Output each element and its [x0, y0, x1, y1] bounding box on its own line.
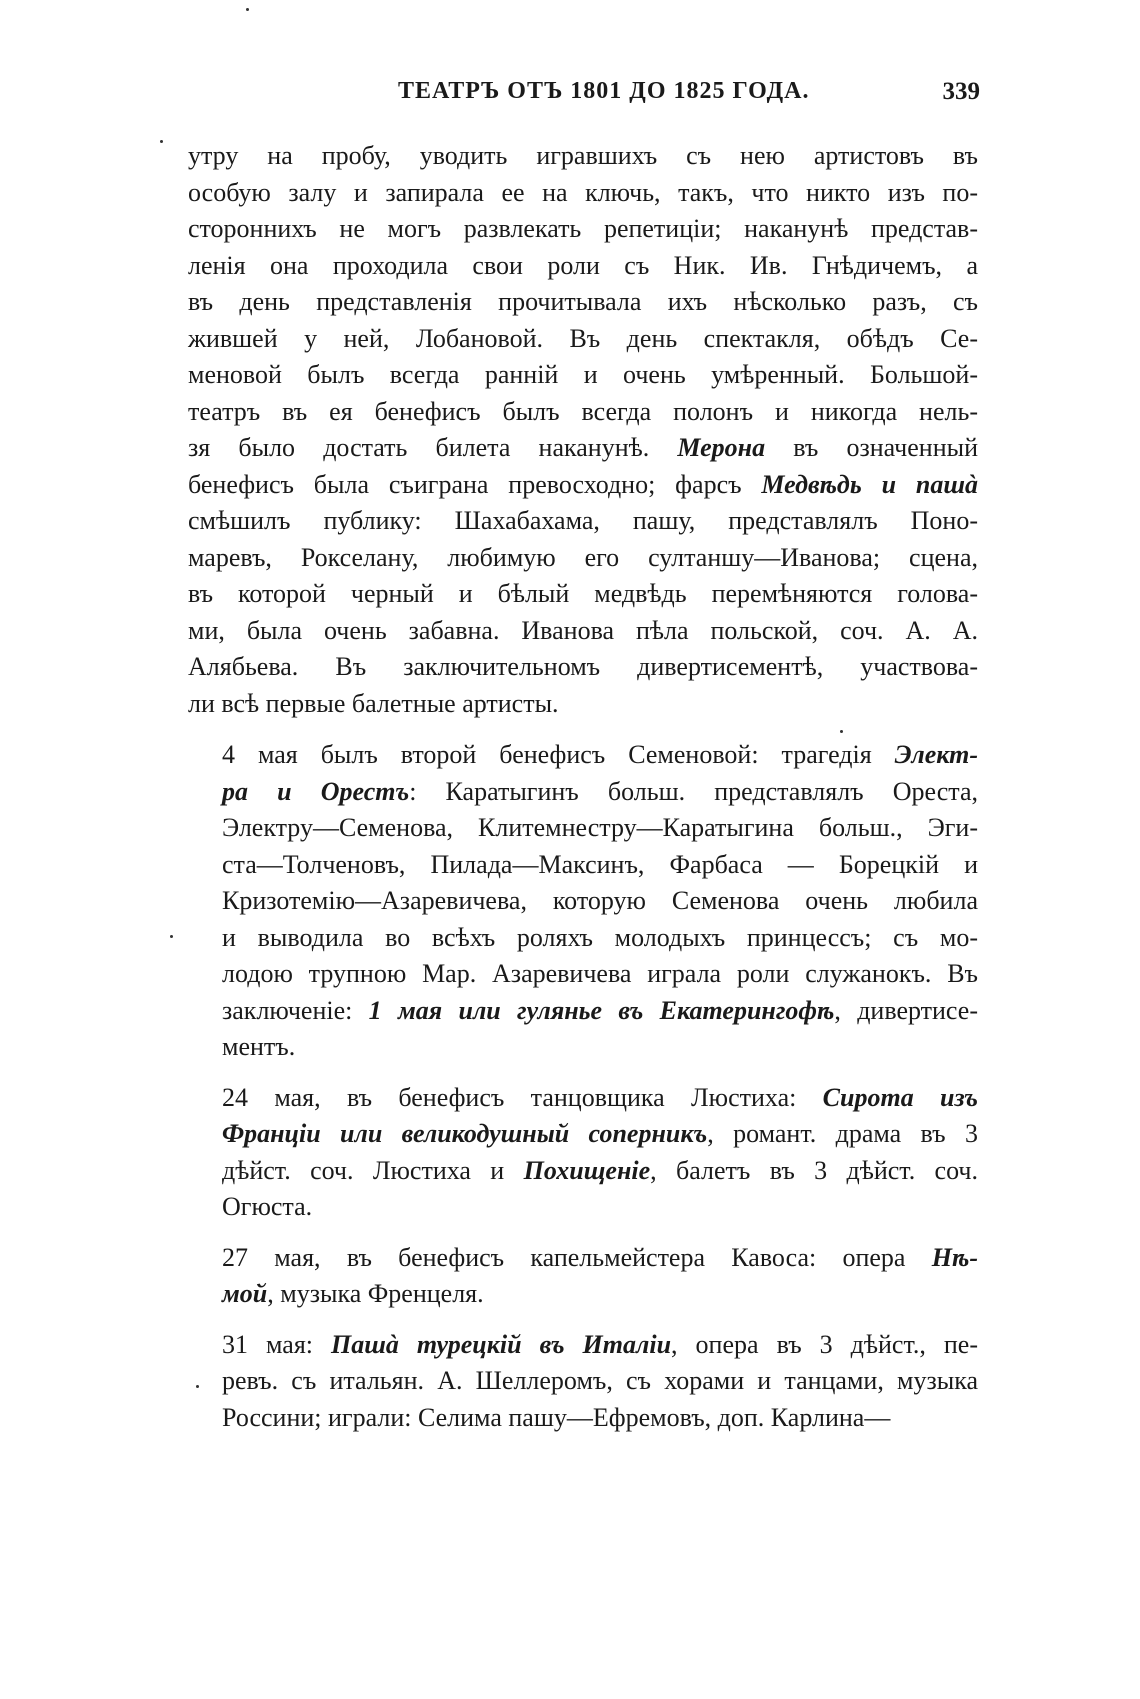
- text-line: ра и Орестъ: Каратыгинъ больш. представлялъ Ореста,: [222, 776, 978, 806]
- paragraph: [188, 1240, 978, 1313]
- text-line: дѣйст. соч. Люстиха и Похищеніе, балетъ въ 3 дѣйст. соч.: [222, 1155, 979, 1185]
- italic-title: Франціи или великодушный соперникъ: [222, 1119, 708, 1148]
- italic-title: мой: [222, 1279, 268, 1308]
- italic-title: Похищеніе: [523, 1155, 651, 1185]
- text-line: меновой былъ всегда ранній и очень умѣренный. Большой-: [188, 360, 978, 389]
- italic-title: Нѣ-: [931, 1242, 978, 1272]
- text-line: 31 мая: Пашà турецкій въ Италіи, опера въ 3 дѣйст., пе-: [222, 1329, 979, 1359]
- text-line: заключеніе: 1 мая или гулянье въ Екатерингофѣ, дивертисе-: [222, 995, 978, 1025]
- paragraph: [188, 1327, 978, 1437]
- text-line: Россини; играли: Селима пашу—Ефремовъ, доп. Карлина—: [222, 1402, 891, 1432]
- italic-title: Медвѣдь и пашà: [761, 469, 979, 499]
- text-line: и выводила во всѣхъ роляхъ молодыхъ принцессъ; съ мо-: [222, 922, 978, 952]
- text-line: въ день представленія прочитывала ихъ нѣсколько разъ, съ: [188, 287, 978, 316]
- text-line: въ которой черный и бѣлый медвѣдь перемѣняются голова-: [188, 579, 978, 608]
- text-line: ментъ.: [222, 1032, 296, 1061]
- text-line: Алябьева. Въ заключительномъ дивертисементѣ, участвова-: [188, 652, 978, 681]
- scan-speck: [246, 8, 249, 11]
- text-line: 24 мая, въ бенефисъ танцовщика Люстиха: Сирота изъ: [222, 1082, 978, 1112]
- italic-title: Элект-: [894, 740, 978, 769]
- text-line: 4 мая былъ второй бенефисъ Семеновой: трагедія Элект-: [222, 740, 978, 769]
- text-line: маревъ, Рокселану, любимую его султаншу—Иванова; сцена,: [188, 542, 978, 572]
- text-line: особую залу и запирала ее на ключь, такъ, что никто изъ по-: [188, 177, 978, 207]
- scan-speck: [196, 1385, 199, 1388]
- paragraph: [188, 138, 978, 722]
- scan-speck: [840, 730, 843, 733]
- text-line: лодою трупною Мар. Азаревичева играла роли служанокъ. Въ: [222, 959, 978, 988]
- text-line: стороннихъ не могъ развлекать репетиціи; наканунѣ представ-: [188, 214, 978, 243]
- text-line: ми, была очень забавна. Иванова пѣла польской, соч. А. А.: [188, 615, 978, 645]
- page-header: [180, 74, 980, 114]
- text-line: ленія она проходила свои роли съ Ник. Ив. Гнѣдичемъ, а: [188, 250, 978, 280]
- text-line: ста—Толченовъ, Пилада—Максинъ, Фарбаса — Борецкій и: [222, 849, 978, 879]
- text-line: ли всѣ первые балетные артисты.: [188, 688, 559, 718]
- text-line: смѣшилъ публику: Шахабахама, пашу, представлялъ Поно-: [188, 506, 978, 535]
- text-line: бенефисъ была съиграна превосходно; фарсъ Медвѣдь и пашà: [188, 469, 979, 499]
- paragraph: [188, 1080, 978, 1226]
- running-title: ТЕАТРЪ ОТЪ 1801 ДО 1825 ГОДА.: [398, 78, 810, 104]
- paragraph: [188, 737, 978, 1066]
- text-line: Электру—Семенова, Клитемнестру—Каратыгина больш., Эги-: [222, 813, 978, 842]
- text-line: мой, музыка Френцеля.: [222, 1279, 484, 1308]
- italic-title: Сирота изъ: [822, 1082, 978, 1112]
- italic-title: Пашà турецкій въ Италіи: [331, 1329, 672, 1359]
- text-line: 27 мая, въ бенефисъ капельмейстера Кавоса: опера Нѣ-: [222, 1242, 978, 1272]
- text-line: театръ въ ея бенефисъ былъ всегда полонъ и никогда нель-: [188, 396, 978, 426]
- text-line: ревъ. съ итальян. А. Шеллеромъ, съ хорами и танцами, музыка: [222, 1366, 978, 1395]
- text-line: жившей у ней, Лобановой. Въ день спектакля, обѣдъ Се-: [188, 323, 978, 353]
- scan-speck: [170, 935, 173, 938]
- text-line: Франціи или великодушный соперникъ, романт. драма въ 3: [222, 1119, 978, 1148]
- body-text: [188, 138, 978, 1450]
- text-line: зя было достать билета наканунѣ. Мерона въ означенный: [188, 433, 979, 462]
- page-number: 339: [942, 78, 980, 105]
- italic-title: 1 мая или гулянье въ Екатерингофѣ: [368, 995, 835, 1025]
- italic-title: Мерона: [677, 433, 766, 462]
- text-line: Кризотемію—Азаревичева, которую Семенова очень любила: [222, 886, 978, 915]
- text-line: Огюста.: [222, 1192, 313, 1221]
- scan-speck: [160, 140, 163, 143]
- italic-title: ра и Орестъ: [222, 776, 410, 806]
- text-line: утру на пробу, уводить игравшихъ съ нею артистовъ въ: [188, 141, 978, 170]
